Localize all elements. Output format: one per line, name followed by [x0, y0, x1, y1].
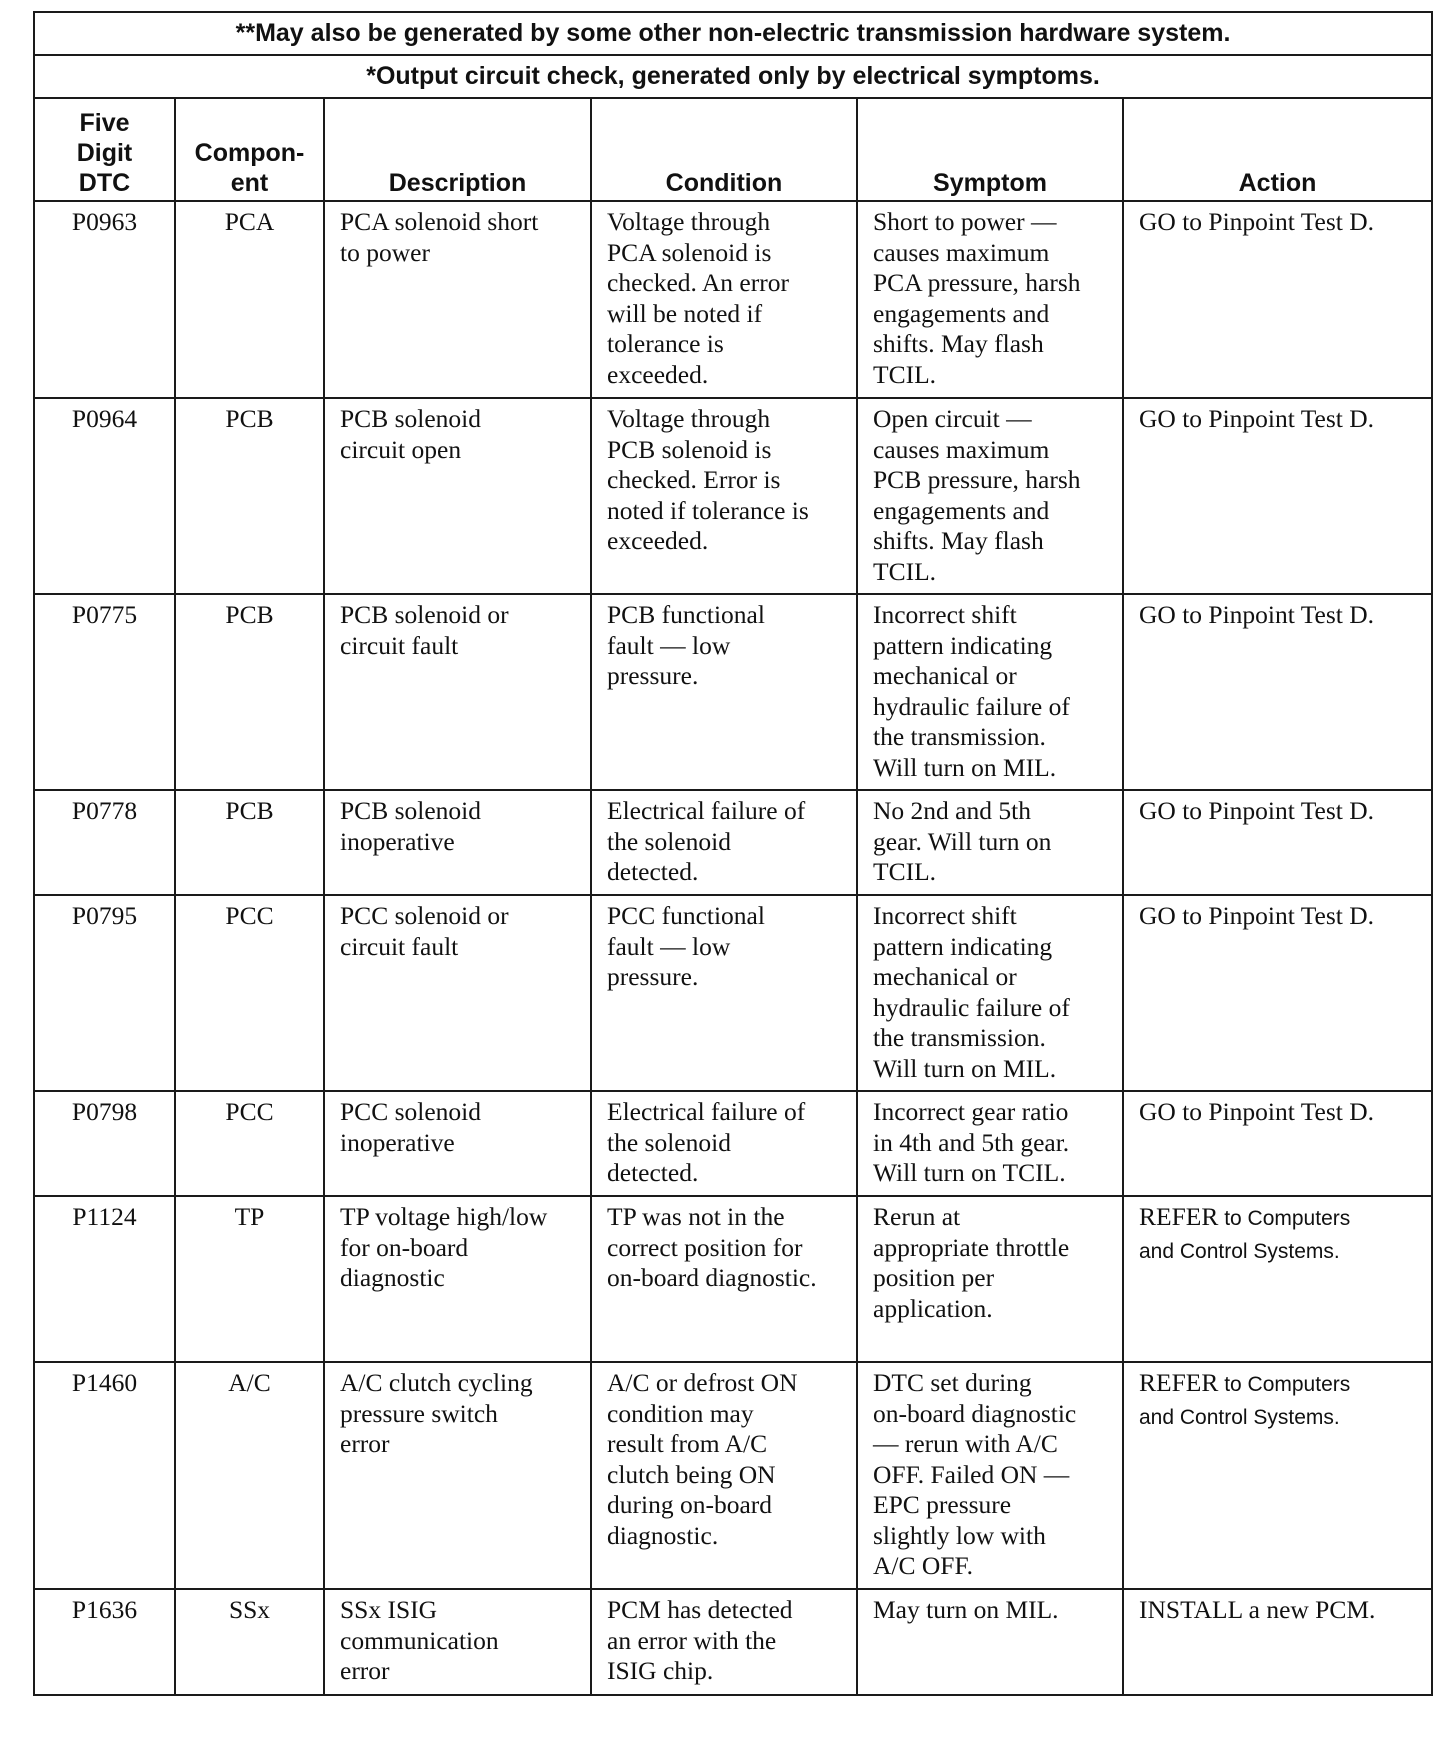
- table-note-1: **May also be generated by some other non-electric transmission hardware system.: [34, 12, 1432, 55]
- component: PCB: [175, 398, 324, 594]
- component: A/C: [175, 1362, 324, 1589]
- condition: Voltage through PCA solenoid is checked. An error will be noted if tolerance is exceeded.: [591, 201, 857, 398]
- action: GO to Pinpoint Test D.: [1123, 201, 1432, 398]
- dtc-code: P0963: [34, 201, 175, 398]
- table-row: [34, 201, 1432, 398]
- symptom: Short to power — causes maximum PCA pressure, harsh engagements and shifts. May flash TCIL.: [857, 201, 1123, 398]
- symptom: No 2nd and 5th gear. Will turn on TCIL.: [857, 790, 1123, 895]
- action: GO to Pinpoint Test D.: [1123, 398, 1432, 594]
- dtc-code: P1124: [34, 1196, 175, 1362]
- symptom: Incorrect gear ratio in 4th and 5th gear. Will turn on TCIL.: [857, 1091, 1123, 1196]
- dtc-code: P1636: [34, 1589, 175, 1695]
- component: PCC: [175, 1091, 324, 1196]
- header-description: Description: [324, 98, 591, 201]
- action-verb: REFER: [1139, 1202, 1219, 1231]
- description: PCB solenoid circuit open: [324, 398, 591, 594]
- component: SSx: [175, 1589, 324, 1695]
- description: PCB solenoid or circuit fault: [324, 594, 591, 790]
- table-row: [34, 790, 1432, 895]
- description: SSx ISIG communication error: [324, 1589, 591, 1695]
- condition: Electrical failure of the solenoid detected.: [591, 790, 857, 895]
- table-header-row: [34, 98, 1432, 201]
- action: [1123, 1196, 1432, 1362]
- component: PCB: [175, 790, 324, 895]
- header-dtc: Five Digit DTC: [34, 98, 175, 201]
- action-reference: to Computers and Control Systems.: [1139, 1373, 1351, 1429]
- note-row-1: [34, 12, 1432, 55]
- table-row: [34, 1362, 1432, 1589]
- header-symptom: Symptom: [857, 98, 1123, 201]
- table-row: [34, 1589, 1432, 1695]
- note-row-2: [34, 55, 1432, 98]
- table-row: [34, 1196, 1432, 1362]
- dtc-code: P1460: [34, 1362, 175, 1589]
- symptom: DTC set during on-board diagnostic — rerun with A/C OFF. Failed ON — EPC pressure slightly low with A/C OFF.: [857, 1362, 1123, 1589]
- component: PCC: [175, 895, 324, 1091]
- description: PCA solenoid short to power: [324, 201, 591, 398]
- table-note-2: *Output circuit check, generated only by electrical symptoms.: [34, 55, 1432, 98]
- action-reference: to Computers and Control Systems.: [1139, 1207, 1351, 1263]
- condition: TP was not in the correct position for on-board diagnostic.: [591, 1196, 857, 1362]
- table-row: [34, 594, 1432, 790]
- action: [1123, 1362, 1432, 1589]
- symptom: Open circuit — causes maximum PCB pressure, harsh engagements and shifts. May flash TCIL.: [857, 398, 1123, 594]
- dtc-code: P0775: [34, 594, 175, 790]
- table-row: [34, 895, 1432, 1091]
- condition: Voltage through PCB solenoid is checked. Error is noted if tolerance is exceeded.: [591, 398, 857, 594]
- dtc-table: [33, 11, 1433, 1696]
- action: GO to Pinpoint Test D.: [1123, 895, 1432, 1091]
- table-row: [34, 398, 1432, 594]
- description: PCC solenoid inoperative: [324, 1091, 591, 1196]
- condition: PCM has detected an error with the ISIG chip.: [591, 1589, 857, 1695]
- dtc-code: P0778: [34, 790, 175, 895]
- table-row: [34, 1091, 1432, 1196]
- action: INSTALL a new PCM.: [1123, 1589, 1432, 1695]
- description: PCC solenoid or circuit fault: [324, 895, 591, 1091]
- action: GO to Pinpoint Test D.: [1123, 790, 1432, 895]
- component: TP: [175, 1196, 324, 1362]
- dtc-code: P0795: [34, 895, 175, 1091]
- header-action: Action: [1123, 98, 1432, 201]
- symptom: Incorrect shift pattern indicating mechanical or hydraulic failure of the transmission. Will turn on MIL.: [857, 895, 1123, 1091]
- symptom: Incorrect shift pattern indicating mechanical or hydraulic failure of the transmission. Will turn on MIL.: [857, 594, 1123, 790]
- description: A/C clutch cycling pressure switch error: [324, 1362, 591, 1589]
- action: GO to Pinpoint Test D.: [1123, 594, 1432, 790]
- component: PCA: [175, 201, 324, 398]
- component: PCB: [175, 594, 324, 790]
- condition: Electrical failure of the solenoid detected.: [591, 1091, 857, 1196]
- header-condition: Condition: [591, 98, 857, 201]
- symptom: Rerun at appropriate throttle position per application.: [857, 1196, 1123, 1362]
- description: PCB solenoid inoperative: [324, 790, 591, 895]
- dtc-code: P0964: [34, 398, 175, 594]
- action-verb: REFER: [1139, 1368, 1219, 1397]
- header-component: Compon- ent: [175, 98, 324, 201]
- description: TP voltage high/low for on-board diagnostic: [324, 1196, 591, 1362]
- symptom: May turn on MIL.: [857, 1589, 1123, 1695]
- action: GO to Pinpoint Test D.: [1123, 1091, 1432, 1196]
- condition: A/C or defrost ON condition may result from A/C clutch being ON during on-board diagnostic.: [591, 1362, 857, 1589]
- dtc-code: P0798: [34, 1091, 175, 1196]
- condition: PCB functional fault — low pressure.: [591, 594, 857, 790]
- condition: PCC functional fault — low pressure.: [591, 895, 857, 1091]
